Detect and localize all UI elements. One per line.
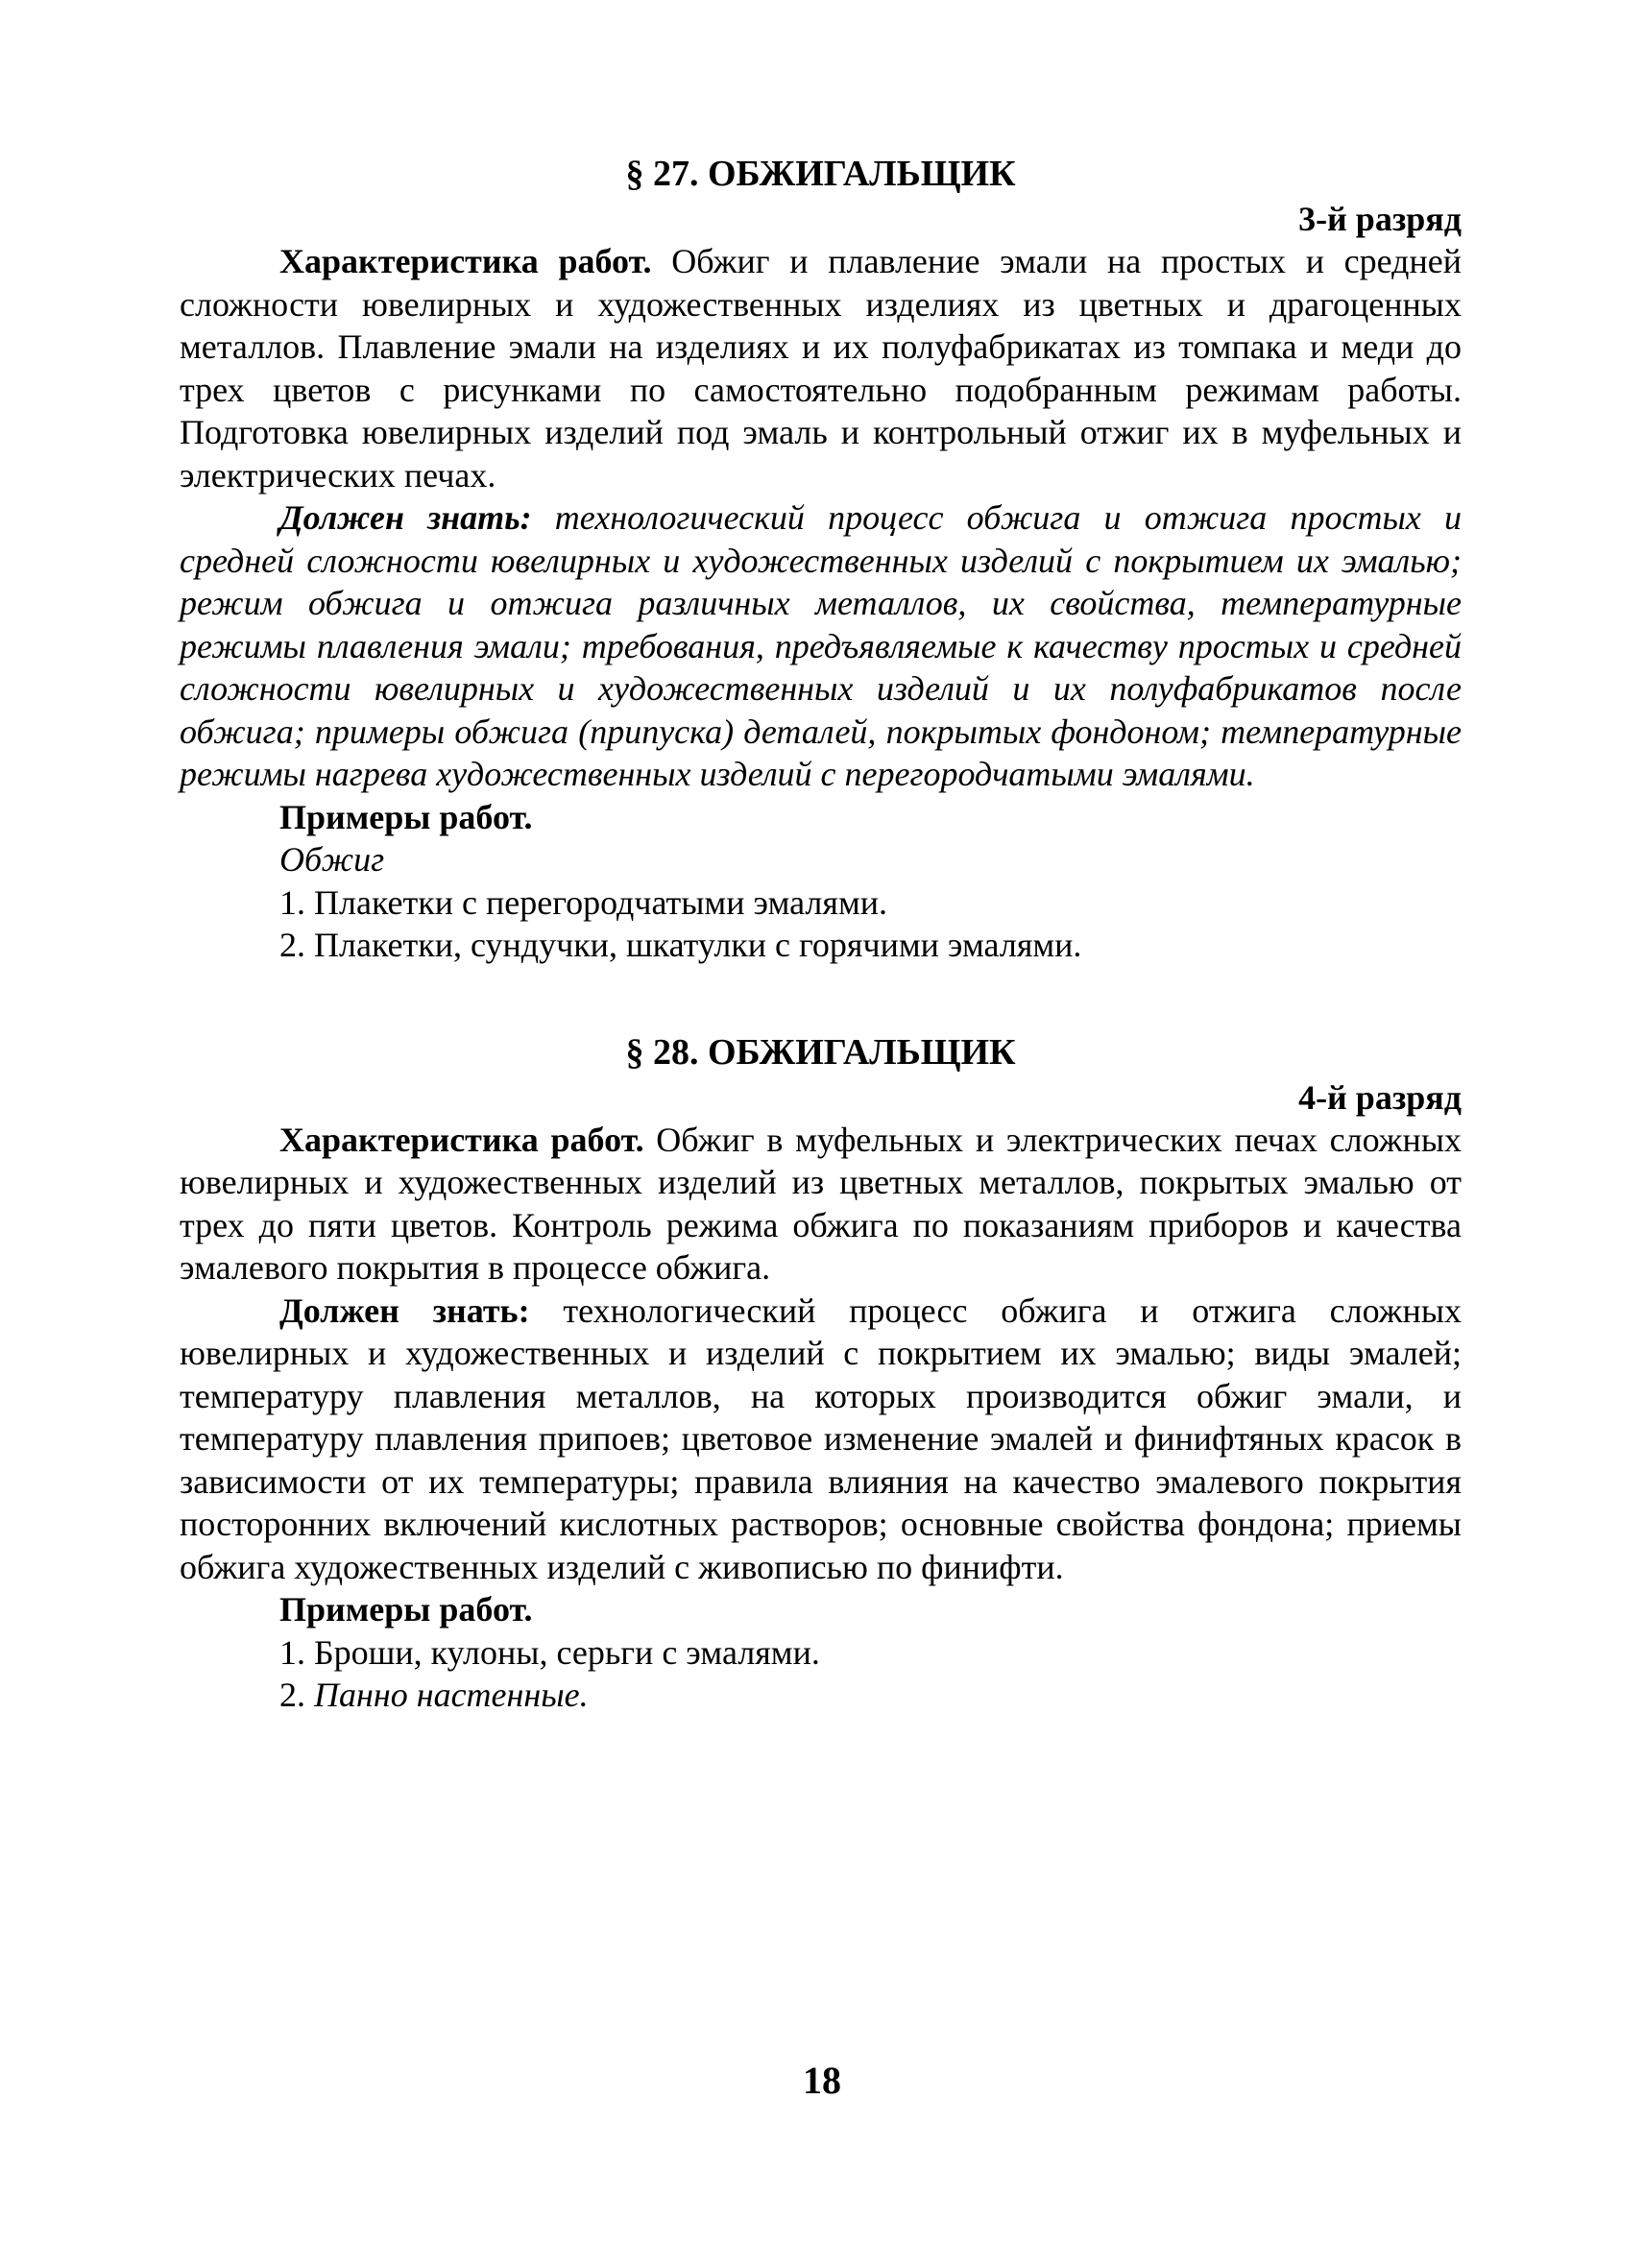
list-item-number: 1.: [279, 882, 305, 922]
examples-heading: Примеры работ.: [279, 1590, 533, 1629]
knowledge-label: Должен знать:: [279, 498, 532, 537]
list-item-text: Плакетки, сундучки, шкатулки с горячими эмалями.: [314, 926, 1082, 964]
characteristics-text: Обжиг в муфельных и электрических печах сложных ювелирных и художественных изделий из цветных металлов, покрытых эмалью от трех до пяти цветов. Контроль режима обжига по показаниям приборов и качества эмалевого покрытия в процессе обжига.: [180, 1120, 1463, 1287]
list-item: [279, 924, 1462, 967]
section-title: § 28. ОБЖИГАЛЬЩИК: [625, 1031, 1016, 1073]
list-item: [279, 881, 1462, 925]
page-number: 18: [803, 2059, 841, 2102]
knowledge-label: Должен знать:: [279, 1291, 530, 1330]
page-content: [180, 152, 1462, 1717]
example-list: [180, 1631, 1462, 1717]
list-item-number: 2.: [279, 926, 305, 964]
list-item-text: Панно настенные.: [314, 1676, 589, 1714]
example-list: [180, 881, 1462, 967]
grade-label: 4-й разряд: [1298, 1077, 1462, 1117]
list-item: [279, 1674, 1462, 1717]
characteristics-paragraph: [180, 240, 1462, 496]
list-item-text: Броши, кулоны, серьги с эмалями.: [314, 1632, 820, 1672]
section-spacer: [180, 967, 1462, 1030]
characteristics-label: Характеристика работ.: [279, 1120, 644, 1159]
grade-label: 3-й разряд: [1298, 200, 1462, 238]
characteristics-text: Обжиг и плавление эмали на простых и средней сложности ювелирных и художественных изделиях из цветных и драгоценных металлов. Плавление эмали на изделиях и их полуфабрикатах из томпака и меди до трех цветов с рисунками по самостоятельно подобранным режимам работы. Подготовка ювелирных изделий под эмаль и контрольный отжиг их в муфельных и электрических печах.: [180, 242, 1462, 495]
section-title: § 27. ОБЖИГАЛЬЩИК: [625, 154, 1016, 194]
examples-heading: Примеры работ.: [279, 797, 533, 836]
list-item-number: 1.: [279, 1632, 305, 1672]
list-item-number: 2.: [279, 1676, 305, 1714]
list-item: [279, 1631, 1462, 1675]
characteristics-label: Характеристика работ.: [279, 242, 652, 280]
section-27: [180, 152, 1462, 967]
knowledge-text: технологический процесс обжига и отжига сложных ювелирных и художественных и изделий с покрытием их эмалью; виды эмалей; температуру плавления металлов, на которых производится обжиг эмали, и температуру плавления припоев; цветовое изменение эмалей и финифтяных красок в зависимости от их температуры; правила влияния на качество эмалевого покрытия посторонних включений кислотных растворов; основные свойства фондона; приемы обжига художественных изделий с живописью по финифти.: [180, 1291, 1463, 1586]
section-28: [180, 1030, 1462, 1717]
knowledge-text: технологический процесс обжига и отжига простых и средней сложности ювелирных и художественных изделий с покрытием их эмалью; режим обжига и отжига различных металлов, их свойства, температурные режимы плавления эмали; требования, предъявляемые к качеству простых и средней сложности ювелирных и художественных изделий и их полуфабрикатов после обжига; примеры обжига (припуска) деталей, покрытых фондоном; температурные режимы нагрева художественных изделий с перегородчатыми эмалями.: [180, 498, 1462, 793]
knowledge-paragraph: [180, 496, 1462, 796]
examples-subheading: Обжиг: [279, 840, 385, 879]
knowledge-paragraph: [180, 1290, 1462, 1589]
characteristics-paragraph: [180, 1119, 1462, 1290]
list-item-text: Плакетки с перегородчатыми эмалями.: [314, 882, 888, 922]
